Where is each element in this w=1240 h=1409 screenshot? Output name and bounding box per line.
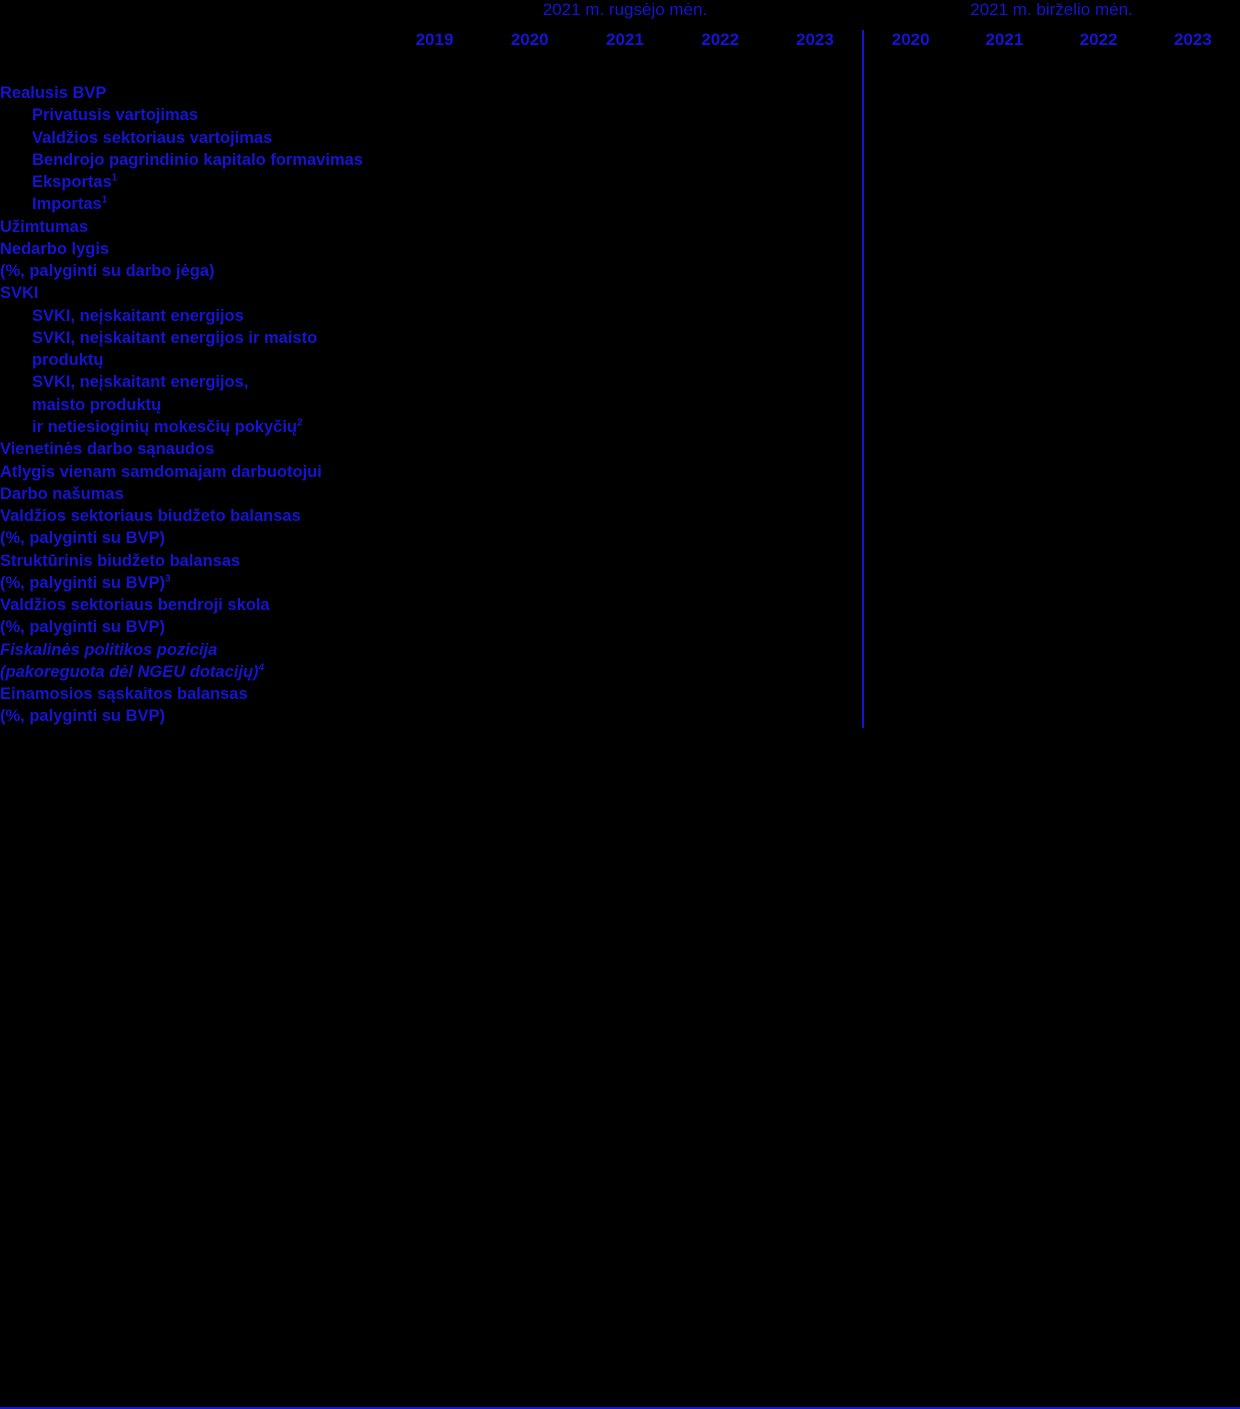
header-corner-cell — [0, 0, 387, 30]
value-cell — [957, 327, 1051, 372]
value-cell — [768, 127, 863, 149]
year-header-jun-2022: 2022 — [1079, 30, 1118, 49]
value-cell — [482, 238, 577, 283]
value-cell — [863, 550, 957, 595]
value-cell — [768, 282, 863, 304]
value-cell — [1146, 238, 1240, 283]
table-row — [0, 461, 1240, 483]
value-cell — [673, 238, 768, 283]
value-cell — [673, 282, 768, 304]
row-label: Realusis BVP — [0, 84, 107, 102]
value-cell — [387, 371, 482, 438]
value-cell — [577, 371, 672, 438]
value-cell — [673, 483, 768, 505]
value-cell — [1051, 461, 1145, 483]
value-cell — [482, 149, 577, 171]
value-cell — [387, 461, 482, 483]
row-label: Eksportas$^1$ — [32, 172, 118, 192]
value-cell — [1146, 683, 1240, 728]
value-cell — [482, 371, 577, 438]
table-row — [0, 104, 1240, 126]
row-label: Nedarbo lygis (%, palyginti su darbo jėga) — [0, 239, 215, 281]
value-cell — [768, 171, 863, 193]
value-cell — [673, 550, 768, 595]
value-cell — [863, 127, 957, 149]
value-cell — [1051, 238, 1145, 283]
value-cell — [673, 171, 768, 193]
value-cell — [673, 82, 768, 104]
value-cell — [673, 594, 768, 639]
value-cell — [863, 371, 957, 438]
value-cell — [482, 216, 577, 238]
value-cell — [482, 305, 577, 327]
value-cell — [768, 82, 863, 104]
row-label: Importas$^1$ — [32, 194, 108, 214]
value-cell — [768, 550, 863, 595]
value-cell — [387, 438, 482, 460]
value-cell — [387, 104, 482, 126]
footnote-marker: 4 — [258, 662, 265, 674]
value-cell — [1051, 550, 1145, 595]
value-cell — [387, 149, 482, 171]
value-cell — [957, 127, 1051, 149]
value-cell — [387, 82, 482, 104]
value-cell — [482, 639, 577, 684]
value-cell — [673, 127, 768, 149]
value-cell — [957, 683, 1051, 728]
value-cell — [1051, 639, 1145, 684]
value-cell — [1051, 171, 1145, 193]
table-row — [0, 193, 1240, 215]
value-cell — [482, 193, 577, 215]
value-cell — [863, 438, 957, 460]
value-cell — [1051, 505, 1145, 550]
table-row — [0, 238, 1240, 283]
value-cell — [673, 216, 768, 238]
table-row — [0, 550, 1240, 595]
value-cell — [863, 683, 957, 728]
value-cell — [768, 149, 863, 171]
value-cell — [863, 639, 957, 684]
value-cell — [387, 594, 482, 639]
value-cell — [1146, 127, 1240, 149]
value-cell — [387, 483, 482, 505]
row-label: SVKI, neįskaitant energijos, maisto produktų ir netiesioginių mokesčių pokyčių$^2$ — [32, 373, 303, 436]
value-cell — [1051, 82, 1145, 104]
row-label: Vienetinės darbo sąnaudos — [0, 440, 215, 459]
value-cell — [957, 149, 1051, 171]
value-cell — [577, 550, 672, 595]
value-cell — [863, 282, 957, 304]
value-cell — [387, 505, 482, 550]
year-header-sep-2023: 2023 — [796, 30, 834, 49]
header-year-row — [0, 30, 1240, 82]
value-cell — [957, 305, 1051, 327]
row-label: SVKI — [0, 284, 39, 303]
value-cell — [482, 461, 577, 483]
value-cell — [1051, 371, 1145, 438]
value-cell — [577, 238, 672, 283]
year-header-jun-2023: 2023 — [1173, 30, 1212, 49]
value-cell — [673, 149, 768, 171]
value-cell — [863, 505, 957, 550]
value-cell — [1051, 483, 1145, 505]
value-cell — [673, 639, 768, 684]
value-cell — [957, 639, 1051, 684]
value-cell — [482, 127, 577, 149]
value-cell — [1051, 683, 1145, 728]
value-cell — [863, 327, 957, 372]
row-label: Užimtumas — [0, 217, 89, 236]
value-cell — [482, 104, 577, 126]
row-label: Valdžios sektoriaus vartojimas — [32, 128, 273, 147]
value-cell — [673, 461, 768, 483]
value-cell — [1146, 505, 1240, 550]
value-cell — [768, 461, 863, 483]
row-label: Bendrojo pagrindinio kapitalo formavimas — [32, 150, 363, 169]
value-cell — [577, 104, 672, 126]
value-cell — [387, 327, 482, 372]
year-header-sep-2019: 2019 — [415, 30, 454, 49]
value-cell — [863, 594, 957, 639]
year-header-sep-2022: 2022 — [701, 30, 740, 49]
value-cell — [768, 327, 863, 372]
value-cell — [1051, 282, 1145, 304]
value-cell — [577, 171, 672, 193]
value-cell — [387, 282, 482, 304]
value-cell — [957, 505, 1051, 550]
table-row — [0, 683, 1240, 728]
row-label: Privatusis vartojimas — [32, 106, 198, 125]
table-row — [0, 282, 1240, 304]
value-cell — [1146, 594, 1240, 639]
value-cell — [577, 216, 672, 238]
footnote-marker: 1 — [101, 194, 108, 206]
value-cell — [1051, 216, 1145, 238]
value-cell — [577, 461, 672, 483]
row-label: Fiskalinės politikos pozicija (pakoreguota dėl NGEU dotacijų)$^4$ — [0, 640, 265, 681]
value-cell — [863, 82, 957, 104]
table-row — [0, 216, 1240, 238]
value-cell — [387, 639, 482, 684]
value-cell — [768, 505, 863, 550]
value-cell — [957, 282, 1051, 304]
value-cell — [1146, 305, 1240, 327]
row-label: Atlygis vienam samdomajam darbuotojui — [0, 462, 322, 481]
value-cell — [1051, 104, 1145, 126]
year-header-jun-2021: 2021 — [985, 30, 1024, 49]
table-body — [0, 82, 1240, 728]
value-cell — [1146, 371, 1240, 438]
column-group-september: 2021 m. rugsėjo mėn. — [542, 0, 708, 19]
value-cell — [577, 594, 672, 639]
row-label: Struktūrinis biudžeto balansas (%, palyginti su BVP)$^3$ — [0, 551, 241, 592]
value-cell — [957, 594, 1051, 639]
table-row — [0, 305, 1240, 327]
value-cell — [863, 238, 957, 283]
value-cell — [577, 505, 672, 550]
value-cell — [863, 483, 957, 505]
value-cell — [387, 238, 482, 283]
value-cell — [863, 193, 957, 215]
value-cell — [863, 171, 957, 193]
table-row — [0, 438, 1240, 460]
value-cell — [387, 193, 482, 215]
value-cell — [957, 238, 1051, 283]
table-row — [0, 171, 1240, 193]
value-cell — [577, 327, 672, 372]
value-cell — [482, 550, 577, 595]
year-header-sep-2020: 2020 — [510, 30, 549, 49]
table-row — [0, 82, 1240, 104]
footnote-marker: 2 — [296, 417, 303, 429]
value-cell — [768, 216, 863, 238]
table-header — [0, 0, 1240, 82]
value-cell — [1146, 639, 1240, 684]
header-group-row — [0, 0, 1240, 30]
value-cell — [482, 82, 577, 104]
value-cell — [1146, 550, 1240, 595]
value-cell — [863, 216, 957, 238]
value-cell — [577, 483, 672, 505]
table-row — [0, 639, 1240, 684]
value-cell — [957, 371, 1051, 438]
value-cell — [387, 550, 482, 595]
value-cell — [577, 127, 672, 149]
value-cell — [768, 193, 863, 215]
value-cell — [1051, 438, 1145, 460]
value-cell — [1146, 483, 1240, 505]
value-cell — [768, 104, 863, 126]
value-cell — [957, 171, 1051, 193]
value-cell — [673, 505, 768, 550]
value-cell — [482, 438, 577, 460]
value-cell — [387, 127, 482, 149]
value-cell — [957, 82, 1051, 104]
value-cell — [1146, 171, 1240, 193]
value-cell — [957, 483, 1051, 505]
value-cell — [482, 327, 577, 372]
value-cell — [768, 371, 863, 438]
value-cell — [863, 149, 957, 171]
header-corner-cell-2 — [0, 30, 387, 82]
value-cell — [957, 461, 1051, 483]
value-cell — [1146, 82, 1240, 104]
value-cell — [957, 438, 1051, 460]
value-cell — [387, 305, 482, 327]
value-cell — [673, 193, 768, 215]
value-cell — [673, 683, 768, 728]
row-label: SVKI, neįskaitant energijos ir maisto produktų — [32, 328, 318, 370]
row-label: Valdžios sektoriaus biudžeto balansas (%, palyginti su BVP) — [0, 507, 301, 548]
value-cell — [1051, 594, 1145, 639]
value-cell — [957, 193, 1051, 215]
value-cell — [577, 82, 672, 104]
row-label: Darbo našumas — [0, 484, 124, 503]
value-cell — [482, 683, 577, 728]
value-cell — [673, 305, 768, 327]
row-label: SVKI, neįskaitant energijos — [32, 306, 244, 325]
value-cell — [482, 171, 577, 193]
value-cell — [1146, 216, 1240, 238]
value-cell — [577, 305, 672, 327]
value-cell — [768, 683, 863, 728]
value-cell — [1051, 193, 1145, 215]
value-cell — [957, 216, 1051, 238]
table-row — [0, 483, 1240, 505]
value-cell — [957, 104, 1051, 126]
value-cell — [1146, 193, 1240, 215]
value-cell — [482, 594, 577, 639]
value-cell — [1051, 305, 1145, 327]
value-cell — [673, 327, 768, 372]
value-cell — [482, 282, 577, 304]
value-cell — [482, 505, 577, 550]
value-cell — [768, 639, 863, 684]
year-header-jun-2020: 2020 — [863, 30, 957, 82]
value-cell — [577, 282, 672, 304]
value-cell — [768, 483, 863, 505]
value-cell — [863, 461, 957, 483]
row-label: Valdžios sektoriaus bendroji skola (%, palyginti su BVP) — [0, 596, 270, 637]
value-cell — [863, 305, 957, 327]
value-cell — [577, 193, 672, 215]
table-row — [0, 371, 1240, 438]
value-cell — [577, 639, 672, 684]
value-cell — [768, 594, 863, 639]
table-row — [0, 127, 1240, 149]
value-cell — [673, 371, 768, 438]
value-cell — [768, 305, 863, 327]
row-label: Einamosios sąskaitos balansas (%, palyginti su BVP) — [0, 685, 248, 726]
value-cell — [673, 104, 768, 126]
value-cell — [768, 238, 863, 283]
value-cell — [673, 438, 768, 460]
value-cell — [1146, 149, 1240, 171]
value-cell — [1146, 282, 1240, 304]
value-cell — [1146, 327, 1240, 372]
value-cell — [1146, 438, 1240, 460]
value-cell — [387, 216, 482, 238]
value-cell — [1146, 461, 1240, 483]
value-cell — [482, 483, 577, 505]
value-cell — [1051, 149, 1145, 171]
value-cell — [1146, 104, 1240, 126]
table-row — [0, 149, 1240, 171]
value-cell — [768, 438, 863, 460]
year-header-sep-2021: 2021 — [606, 30, 644, 49]
table-row — [0, 327, 1240, 372]
column-group-june: 2021 m. birželio mėn. — [970, 0, 1133, 19]
value-cell — [577, 683, 672, 728]
value-cell — [957, 550, 1051, 595]
value-cell — [1051, 327, 1145, 372]
value-cell — [1051, 127, 1145, 149]
table-row — [0, 594, 1240, 639]
footnote-marker: 3 — [165, 573, 171, 585]
footnote-marker: 1 — [111, 172, 118, 184]
value-cell — [387, 171, 482, 193]
table-row — [0, 505, 1240, 550]
value-cell — [577, 149, 672, 171]
value-cell — [577, 438, 672, 460]
value-cell — [387, 683, 482, 728]
value-cell — [863, 104, 957, 126]
